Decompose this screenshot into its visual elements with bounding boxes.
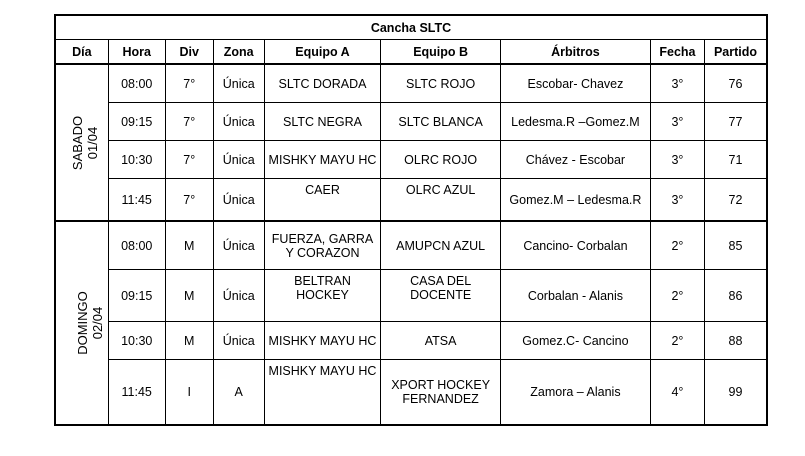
cell-hora: 11:45 xyxy=(108,179,165,222)
header-dia: Día xyxy=(55,40,108,65)
cell-hora: 08:00 xyxy=(108,221,165,270)
cell-fecha: 3° xyxy=(650,141,704,179)
header-equipo-b: Equipo B xyxy=(381,40,501,65)
cell-arbitros: Ledesma.R –Gomez.M xyxy=(500,103,650,141)
cell-equipo-b: XPORT HOCKEY FERNANDEZ xyxy=(381,360,501,426)
cell-equipo-b: OLRC ROJO xyxy=(381,141,501,179)
cell-equipo-a: SLTC NEGRA xyxy=(264,103,381,141)
cell-hora: 09:15 xyxy=(108,103,165,141)
cell-arbitros: Escobar- Chavez xyxy=(500,64,650,103)
cell-partido: 85 xyxy=(705,221,768,270)
header-div: Div xyxy=(165,40,213,65)
cell-div: M xyxy=(165,322,213,360)
cell-hora: 10:30 xyxy=(108,141,165,179)
table-title: Cancha SLTC xyxy=(55,15,767,40)
cell-partido: 76 xyxy=(705,64,768,103)
cell-equipo-b: SLTC BLANCA xyxy=(381,103,501,141)
cell-div: 7° xyxy=(165,103,213,141)
cell-fecha: 3° xyxy=(650,64,704,103)
header-partido: Partido xyxy=(705,40,768,65)
cell-equipo-a: MISHKY MAYU HC xyxy=(264,360,381,426)
cell-zona: Única xyxy=(213,141,264,179)
cell-zona: Única xyxy=(213,103,264,141)
day-label: SABADO xyxy=(70,115,86,170)
cell-partido: 99 xyxy=(705,360,768,426)
day-label: DOMINGO xyxy=(74,291,90,355)
cell-hora: 11:45 xyxy=(108,360,165,426)
cell-equipo-b: SLTC ROJO xyxy=(381,64,501,103)
cell-zona: Única xyxy=(213,322,264,360)
header-fecha: Fecha xyxy=(650,40,704,65)
day-cell-domingo xyxy=(55,221,108,425)
cell-div: M xyxy=(165,270,213,322)
schedule-table xyxy=(54,14,768,426)
cell-partido: 88 xyxy=(705,322,768,360)
table-row xyxy=(55,221,767,270)
cell-arbitros: Gomez.M – Ledesma.R xyxy=(500,179,650,222)
cell-fecha: 3° xyxy=(650,103,704,141)
header-zona: Zona xyxy=(213,40,264,65)
cell-fecha: 4° xyxy=(650,360,704,426)
header-equipo-a: Equipo A xyxy=(264,40,381,65)
table-row xyxy=(55,179,767,222)
cell-zona: Única xyxy=(213,270,264,322)
cell-equipo-a: MISHKY MAYU HC xyxy=(264,322,381,360)
cell-zona: A xyxy=(213,360,264,426)
cell-arbitros: Chávez - Escobar xyxy=(500,141,650,179)
cell-zona: Única xyxy=(213,64,264,103)
cell-equipo-b: CASA DEL DOCENTE xyxy=(381,270,501,322)
cell-fecha: 2° xyxy=(650,322,704,360)
cell-fecha: 2° xyxy=(650,270,704,322)
header-hora: Hora xyxy=(108,40,165,65)
day-cell-sabado xyxy=(55,64,108,221)
table-row xyxy=(55,141,767,179)
cell-fecha: 3° xyxy=(650,179,704,222)
cell-fecha: 2° xyxy=(650,221,704,270)
cell-equipo-b: AMUPCN AZUL xyxy=(381,221,501,270)
header-arbitros: Árbitros xyxy=(500,40,650,65)
cell-zona: Única xyxy=(213,179,264,222)
cell-div: I xyxy=(165,360,213,426)
day-date: 02/04 xyxy=(89,306,105,340)
cell-arbitros: Zamora – Alanis xyxy=(500,360,650,426)
cell-hora: 09:15 xyxy=(108,270,165,322)
cell-arbitros: Gomez.C- Cancino xyxy=(500,322,650,360)
table-row xyxy=(55,360,767,426)
cell-partido: 71 xyxy=(705,141,768,179)
cell-zona: Única xyxy=(213,221,264,270)
table-row xyxy=(55,322,767,360)
day-date: 01/04 xyxy=(85,126,101,159)
cell-partido: 72 xyxy=(705,179,768,222)
cell-hora: 08:00 xyxy=(108,64,165,103)
table-row xyxy=(55,64,767,103)
table-row xyxy=(55,270,767,322)
cell-equipo-b: ATSA xyxy=(381,322,501,360)
cell-equipo-a: MISHKY MAYU HC xyxy=(264,141,381,179)
cell-partido: 86 xyxy=(705,270,768,322)
cell-div: M xyxy=(165,221,213,270)
cell-div: 7° xyxy=(165,64,213,103)
cell-equipo-a: FUERZA, GARRA Y CORAZON xyxy=(264,221,381,270)
cell-equipo-a: SLTC DORADA xyxy=(264,64,381,103)
cell-arbitros: Corbalan - Alanis xyxy=(500,270,650,322)
cell-hora: 10:30 xyxy=(108,322,165,360)
cell-div: 7° xyxy=(165,179,213,222)
cell-equipo-b: OLRC AZUL xyxy=(381,179,501,222)
cell-div: 7° xyxy=(165,141,213,179)
cell-partido: 77 xyxy=(705,103,768,141)
table-row xyxy=(55,103,767,141)
cell-equipo-a: CAER xyxy=(264,179,381,222)
cell-equipo-a: BELTRAN HOCKEY xyxy=(264,270,381,322)
cell-arbitros: Cancino- Corbalan xyxy=(500,221,650,270)
